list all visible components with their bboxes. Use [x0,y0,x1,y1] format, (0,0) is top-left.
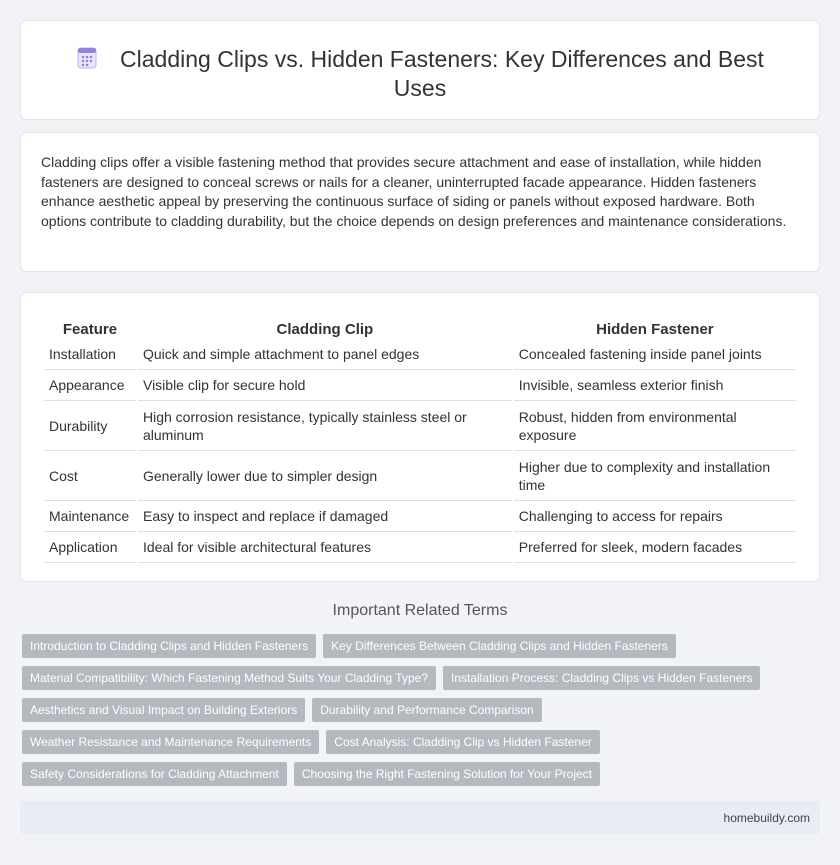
intro-paragraph: Cladding clips offer a visible fastening method that provides secure attachment and ease of installation, while hidden fasteners are designed to conceal screws or nails for a cleaner, uninterrupted facade appearance. Hidden fasteners enhance aesthetic appeal by preserving the continuous surface of siding or panels without exposed hardware. Both options contribute to cladding durability, but the choice depends on design preferences and maintenance considerations. [41,154,787,229]
header-feature: Feature [62,321,118,338]
table-cell-clip: High corrosion resistance, typically stainless steel or aluminum [138,401,512,451]
table-cell-feature: Appearance [44,370,136,401]
comparison-card [20,292,820,582]
related-term-tag[interactable]: Key Differences Between Cladding Clips and Hidden Fasteners [323,634,676,658]
related-term-tag[interactable]: Durability and Performance Comparison [312,698,541,722]
table-row [44,370,796,401]
page-title: Cladding Clips vs. Hidden Fasteners: Key Differences and Best Uses [120,46,764,101]
table-row [44,401,796,451]
related-term-tag[interactable]: Weather Resistance and Maintenance Requirements [22,730,319,754]
table-cell-clip: Ideal for visible architectural features [138,532,512,563]
table-cell-feature: Durability [44,401,136,451]
related-terms-list [22,634,822,794]
table-cell-feature: Installation [44,339,136,370]
comparison-table [42,313,798,563]
related-term-tag[interactable]: Aesthetics and Visual Impact on Building Exteriors [22,698,305,722]
table-cell-feature: Maintenance [44,501,136,532]
table-header-row [44,313,796,339]
related-terms-heading: Important Related Terms [332,602,508,619]
related-term-tag[interactable]: Installation Process: Cladding Clips vs Hidden Fasteners [443,666,760,690]
related-term-tag[interactable]: Introduction to Cladding Clips and Hidden Fasteners [22,634,316,658]
table-cell-feature: Cost [44,451,136,501]
table-row [44,501,796,532]
page-title-row [21,45,819,103]
table-cell-fastener: Invisible, seamless exterior finish [514,370,796,401]
table-cell-fastener: Higher due to complexity and installation time [514,451,796,501]
related-term-tag[interactable]: Cost Analysis: Cladding Clip vs Hidden Fastener [326,730,599,754]
related-term-tag[interactable]: Safety Considerations for Cladding Attachment [22,762,287,786]
footer-site-link[interactable]: homebuildy.com [723,811,810,825]
table-cell-fastener: Concealed fastening inside panel joints [514,339,796,370]
title-card [20,20,820,120]
table-row [44,451,796,501]
header-hidden-fastener: Hidden Fastener [596,321,714,338]
related-term-tag[interactable]: Material Compatibility: Which Fastening Method Suits Your Cladding Type? [22,666,436,690]
table-cell-clip: Generally lower due to simpler design [138,451,512,501]
header-cladding-clip: Cladding Clip [276,321,374,338]
related-term-tag[interactable]: Choosing the Right Fastening Solution for Your Project [294,762,600,786]
table-cell-clip: Visible clip for secure hold [138,370,512,401]
table-cell-fastener: Challenging to access for repairs [514,501,796,532]
table-row [44,339,796,370]
table-cell-clip: Easy to inspect and replace if damaged [138,501,512,532]
document-icon [76,47,98,69]
table-cell-fastener: Robust, hidden from environmental exposure [514,401,796,451]
table-cell-fastener: Preferred for sleek, modern facades [514,532,796,563]
table-cell-clip: Quick and simple attachment to panel edges [138,339,512,370]
intro-card [20,132,820,272]
footer [20,801,820,834]
table-cell-feature: Application [44,532,136,563]
table-row [44,532,796,563]
